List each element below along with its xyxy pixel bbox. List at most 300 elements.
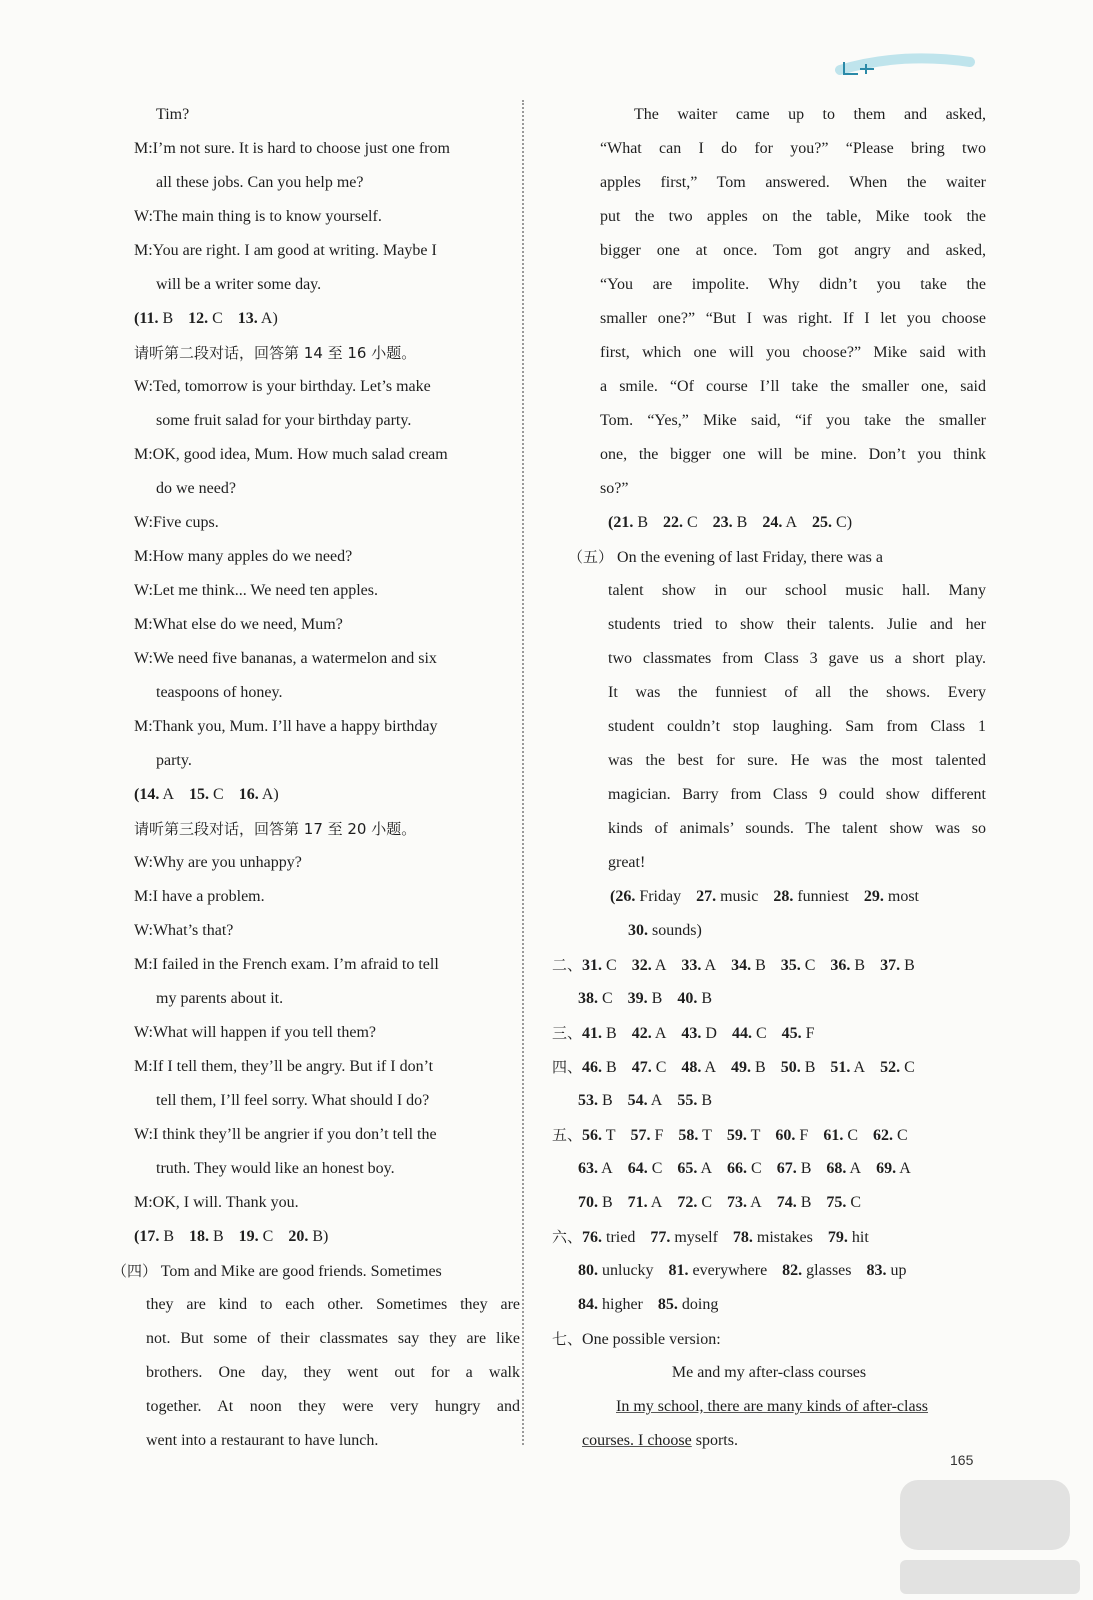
passage-line: they are kind to each other. Sometimes they are [146, 1296, 520, 1313]
answer-number: 61. [823, 1127, 844, 1144]
answer-value: C [212, 310, 223, 327]
answer-number: 25. [812, 514, 833, 531]
answer-row [552, 1186, 986, 1220]
text-line: M:How many apples do we need? [134, 548, 353, 565]
answer-number: 54. [627, 1092, 648, 1109]
essay-text: sports. [691, 1432, 738, 1449]
answer-value: T [750, 1127, 761, 1144]
answer-number: 34. [731, 957, 752, 974]
answer-number: 12. [188, 310, 209, 327]
answer-item [731, 1051, 766, 1084]
answer-value: A [601, 1160, 613, 1177]
essay-underlined-text: courses. I choose [582, 1432, 692, 1449]
answer-row [552, 948, 986, 982]
answer-number: 76. [582, 1229, 603, 1246]
answer-value: T [702, 1127, 712, 1144]
answer-number: (17. [134, 1228, 160, 1245]
section-7-heading [552, 1322, 986, 1356]
answer-item [773, 880, 849, 914]
answer-item [669, 1254, 768, 1288]
answer-value: A [162, 786, 175, 803]
answer-item [775, 1119, 808, 1152]
answer-item [134, 778, 174, 812]
text-line: W:What’s that? [134, 922, 234, 939]
answer-item [727, 1186, 762, 1220]
answer-number: 49. [731, 1059, 752, 1076]
answer-item [873, 1119, 908, 1152]
answer-number: 36. [830, 957, 851, 974]
answer-value: A) [260, 310, 278, 327]
answer-number: (21. [608, 514, 634, 531]
answer-number: 19. [238, 1228, 259, 1245]
essay-line [552, 1424, 986, 1458]
answer-item [812, 506, 852, 540]
text-line: W:Why are you unhappy? [134, 854, 302, 871]
answer-value: A [700, 1160, 713, 1177]
section-label: 五、 [552, 1126, 583, 1144]
answer-item [823, 1119, 858, 1152]
watermark-logo [890, 1470, 1090, 1600]
answer-value: A [650, 1092, 663, 1109]
answer-value: C [262, 1228, 274, 1245]
answer-item [727, 1119, 761, 1152]
answer-number: 38. [578, 990, 598, 1007]
answer-number: (26. [610, 888, 636, 905]
answer-value: C [847, 1127, 858, 1144]
header-decoration [830, 42, 980, 82]
answer-row [552, 982, 986, 1016]
column-divider [522, 100, 524, 1445]
answer-item [628, 1152, 663, 1186]
answer-item [239, 778, 279, 812]
answer-value: up [890, 1262, 907, 1279]
answer-number: 83. [866, 1262, 887, 1279]
passage-line: smaller one?” “But I was right. If I let you choose [600, 310, 986, 327]
answer-item [578, 1084, 613, 1118]
answer-item [608, 506, 648, 540]
answer-item [628, 914, 702, 948]
answer-item [681, 949, 716, 982]
text-line: Tim? [156, 106, 190, 123]
answer-item [777, 1186, 812, 1220]
answer-item [681, 1017, 717, 1050]
answer-number: 44. [731, 1025, 752, 1042]
answer-value: B [637, 514, 648, 531]
passage-line: students tried to show their talents. Julie and her [608, 616, 986, 633]
answer-row [134, 302, 520, 336]
answer-number: 68. [826, 1160, 847, 1177]
answer-value: B [904, 957, 915, 974]
text-line: M:Thank you, Mum. I’ll have a happy birthday [134, 718, 438, 735]
answer-value: B [736, 514, 748, 531]
answer-number: 50. [780, 1059, 801, 1076]
text-line: W:I think they’ll be angrier if you don’t tell the [134, 1126, 437, 1143]
essay-line [552, 1390, 986, 1424]
answer-number: 85. [657, 1296, 678, 1313]
answer-value: A [853, 1059, 866, 1076]
answer-number: 58. [678, 1127, 699, 1144]
passage-text: Tom and Mike are good friends. Sometimes [157, 1263, 442, 1280]
answer-value: C [701, 1194, 713, 1211]
answer-number: 64. [627, 1160, 648, 1177]
answer-value: higher [602, 1296, 643, 1313]
answer-value: F [654, 1127, 664, 1144]
answer-value: glasses [806, 1262, 852, 1279]
answer-item [578, 1152, 613, 1186]
passage-line: “You are impolite. Why didn’t you take the [600, 276, 986, 293]
answer-item [777, 1152, 812, 1186]
section-label: 二、 [552, 956, 583, 974]
answer-value: sounds) [652, 922, 702, 939]
answer-number: 43. [681, 1025, 702, 1042]
text-line: W:Let me think... We need ten apples. [134, 582, 378, 599]
answer-number: 56. [582, 1127, 603, 1144]
passage-line: one, the bigger one will be mine. Don’t you think [600, 446, 986, 463]
answer-number: 32. [631, 957, 652, 974]
answer-value: B [606, 1059, 617, 1076]
answer-item [628, 982, 663, 1016]
passage-line: was the best for sure. He was the most talented [608, 752, 986, 769]
answer-item [663, 506, 698, 540]
answer-row [134, 778, 520, 812]
answer-item [632, 1017, 667, 1050]
text-line: M:OK, good idea, Mum. How much salad cream [134, 446, 448, 463]
answer-value: D [705, 1025, 717, 1042]
answer-number: 78. [732, 1229, 753, 1246]
passage-line [112, 1254, 520, 1288]
answer-item [628, 1186, 663, 1220]
answer-item [582, 1017, 617, 1050]
answer-value: unlucky [602, 1262, 654, 1279]
answer-number: (14. [134, 786, 160, 803]
answer-number: 69. [876, 1160, 897, 1177]
answer-item [781, 949, 816, 982]
answer-number: 42. [631, 1025, 652, 1042]
page-number: 165 [950, 1452, 974, 1468]
answer-number: 59. [726, 1127, 747, 1144]
answer-number: 20. [288, 1228, 309, 1245]
answer-value: B [701, 990, 713, 1007]
answer-value: A [899, 1160, 911, 1177]
text-line: party. [156, 752, 192, 769]
answer-number: 27. [696, 888, 717, 905]
answer-number: 60. [775, 1127, 796, 1144]
answer-item [134, 1220, 174, 1254]
answer-value: myself [674, 1229, 718, 1246]
answer-item [238, 302, 278, 336]
answer-number: 28. [773, 888, 794, 905]
answer-value: everywhere [692, 1262, 768, 1279]
section-label: 六、 [552, 1228, 583, 1246]
answer-value: F [805, 1025, 815, 1042]
answer-value: C [751, 1160, 762, 1177]
passage-line: It was the funniest of all the shows. Every [608, 684, 986, 701]
answer-number: 22. [663, 514, 683, 531]
passage-line: first, which one will you choose?” Mike said with [600, 344, 986, 361]
text-line: do we need? [156, 480, 236, 497]
answer-number: 48. [681, 1059, 702, 1076]
passage-line [552, 540, 986, 574]
answer-item [732, 1017, 767, 1050]
text-line: W:What will happen if you tell them? [134, 1024, 376, 1041]
answer-number: 35. [780, 957, 801, 974]
answer-item [578, 1254, 654, 1288]
text-line: M:I’m not sure. It is hard to choose just one from [134, 140, 450, 157]
answer-row [552, 1084, 986, 1118]
passage-line: “What can I do for you?” “Please bring two [600, 140, 986, 157]
answer-item [189, 1220, 224, 1254]
passage-line: kinds of animals’ sounds. The talent show was so [608, 820, 986, 837]
answer-value: A [704, 1059, 717, 1076]
answer-item [677, 1186, 712, 1220]
answer-value: B [755, 1059, 766, 1076]
text-line: M:I failed in the French exam. I’m afraid to tell [134, 956, 439, 973]
answer-number: 29. [863, 888, 884, 905]
answer-item [677, 1084, 712, 1118]
answer-row [552, 1254, 986, 1288]
passage-line: put the two apples on the table, Mike took the [600, 208, 986, 225]
answer-value: A [654, 957, 667, 974]
answer-item [189, 778, 224, 812]
answer-row [552, 914, 986, 948]
answer-value: B [800, 1160, 812, 1177]
answer-number: 57. [630, 1127, 651, 1144]
answer-number: 53. [578, 1092, 598, 1109]
answer-number: 84. [578, 1296, 598, 1313]
passage-label: （四） [112, 1262, 158, 1280]
section-label: 四、 [552, 1058, 583, 1076]
answer-item [880, 949, 915, 982]
answer-item [876, 1152, 911, 1186]
answer-value: A [785, 514, 798, 531]
answer-item [578, 982, 613, 1016]
answer-row [552, 1152, 986, 1186]
answer-item [731, 949, 766, 982]
passage-line: great! [608, 854, 646, 871]
answer-number: 24. [762, 514, 783, 531]
answer-item [826, 1152, 861, 1186]
answer-number: 82. [782, 1262, 803, 1279]
answer-value: most [887, 888, 919, 905]
answer-number: 66. [727, 1160, 748, 1177]
text-line: M:OK, I will. Thank you. [134, 1194, 299, 1211]
answer-item [782, 1017, 815, 1050]
answer-value: C [804, 957, 816, 974]
answer-value: C [897, 1127, 908, 1144]
answer-item [830, 1051, 865, 1084]
answer-item [762, 506, 797, 540]
answer-number: 65. [677, 1160, 698, 1177]
answer-row [552, 1050, 986, 1084]
answer-item [828, 1221, 869, 1254]
answer-value: C [904, 1059, 915, 1076]
answer-number: 37. [880, 957, 901, 974]
answer-value: C [651, 1160, 663, 1177]
answer-item [582, 1119, 616, 1152]
essay-title: Me and my after-class courses [671, 1364, 867, 1381]
passage-line: two classmates from Class 3 gave us a short play. [608, 650, 986, 667]
answer-item [677, 982, 712, 1016]
answer-value: A [750, 1194, 762, 1211]
answer-number: 33. [681, 957, 702, 974]
answer-value: A [849, 1160, 862, 1177]
answer-row [552, 506, 986, 540]
right-column [552, 98, 986, 1458]
text-line: M:If I tell them, they’ll be angry. But if I don’t [134, 1058, 434, 1075]
essay-underlined-text: In my school, there are many kinds of after-class [616, 1398, 929, 1415]
answer-value: C [850, 1194, 862, 1211]
answer-item [830, 949, 865, 982]
answer-value: B [651, 990, 663, 1007]
text-line: 请听第二段对话，回答第 14 至 16 小题。 [134, 344, 417, 362]
answer-item [632, 1051, 667, 1084]
text-line: teaspoons of honey. [156, 684, 283, 701]
answer-value: A [704, 957, 717, 974]
answer-item [582, 1051, 617, 1084]
text-line: W:Five cups. [134, 514, 219, 531]
answer-value: doing [681, 1296, 719, 1313]
answer-row [552, 880, 986, 914]
answer-number: 75. [826, 1194, 847, 1211]
answer-item [867, 1254, 907, 1288]
answer-number: 63. [578, 1160, 598, 1177]
answer-item [782, 1254, 851, 1288]
answer-number: 67. [776, 1160, 797, 1177]
answer-value: C [602, 990, 613, 1007]
section-label: 三、 [552, 1024, 583, 1042]
text-line: truth. They would like an honest boy. [156, 1160, 395, 1177]
answer-item [880, 1051, 915, 1084]
passage-line: Tom. “Yes,” Mike said, “if you take the smaller [600, 412, 986, 429]
answer-row [552, 1220, 986, 1254]
answer-item [650, 1221, 718, 1254]
answer-number: 40. [677, 990, 698, 1007]
answer-number: 45. [781, 1025, 802, 1042]
text-line: M:You are right. I am good at writing. Maybe I [134, 242, 437, 259]
answer-number: 15. [189, 786, 210, 803]
answer-value: B) [312, 1228, 329, 1245]
answer-value: B [701, 1092, 713, 1109]
answer-number: 73. [727, 1194, 748, 1211]
answer-value: Friday [639, 888, 682, 905]
answer-item [864, 880, 919, 914]
answer-value: C [687, 514, 698, 531]
passage-line: brothers. One day, they went out for a walk [146, 1364, 520, 1381]
answer-item [727, 1152, 762, 1186]
answer-item [582, 1221, 635, 1254]
answer-value: C) [836, 514, 853, 531]
answer-number: 13. [237, 310, 258, 327]
answer-number: 18. [189, 1228, 209, 1245]
answer-row [552, 1118, 986, 1152]
answer-item [696, 880, 758, 914]
passage-line: talent show in our school music hall. Many [608, 582, 986, 599]
answer-number: 80. [578, 1262, 598, 1279]
passage-label: （五） [568, 548, 614, 566]
answer-number: (11. [134, 310, 159, 327]
answer-item [632, 949, 667, 982]
passage-line: magician. Barry from Class 9 could show different [608, 786, 986, 803]
answer-item [610, 880, 681, 914]
answer-value: C [755, 1025, 767, 1042]
answer-item [677, 1152, 712, 1186]
answer-number: 72. [677, 1194, 698, 1211]
answer-item [678, 1119, 712, 1152]
passage-line: a smile. “Of course I’ll take the smaller one, said [600, 378, 986, 395]
answer-value: mistakes [756, 1229, 813, 1246]
answer-item [826, 1186, 861, 1220]
section-7-intro: One possible version: [582, 1331, 721, 1348]
answer-number: 79. [827, 1229, 848, 1246]
answer-number: 47. [631, 1059, 652, 1076]
answer-value: B [602, 1092, 613, 1109]
answer-number: 30. [628, 922, 648, 939]
answer-value: tried [606, 1229, 636, 1246]
answer-number: 52. [880, 1059, 901, 1076]
answer-item [134, 302, 173, 336]
passage-line: together. At noon they were very hungry and [146, 1398, 520, 1415]
answer-number: 46. [582, 1059, 603, 1076]
passage-line: not. But some of their classmates say they are like [146, 1330, 520, 1347]
answer-row [552, 1016, 986, 1050]
answer-item [733, 1221, 813, 1254]
passage-line: student couldn’t stop laughing. Sam from Class 1 [608, 718, 986, 735]
text-line: some fruit salad for your birthday party. [156, 412, 412, 429]
answer-number: 55. [677, 1092, 698, 1109]
text-line: will be a writer some day. [156, 276, 322, 293]
answer-value: C [655, 1059, 667, 1076]
passage-line: bigger one at once. Tom got angry and asked, [600, 242, 986, 259]
answer-value: A [650, 1194, 663, 1211]
text-line: my parents about it. [156, 990, 284, 1007]
answer-value: B [213, 1228, 224, 1245]
answer-value: B [854, 957, 866, 974]
answer-value: B [755, 957, 766, 974]
answer-number: 71. [627, 1194, 648, 1211]
answer-value: T [605, 1127, 616, 1144]
answer-value: C [213, 786, 224, 803]
text-line: tell them, I’ll feel sorry. What should I do? [156, 1092, 430, 1109]
left-column [112, 98, 520, 1458]
answer-value: A) [261, 786, 279, 803]
answer-item [658, 1288, 718, 1322]
answer-item [628, 1084, 663, 1118]
answer-item [713, 506, 748, 540]
section-label: 七、 [552, 1330, 583, 1348]
text-line: W:We need five bananas, a watermelon and six [134, 650, 437, 667]
answer-item [578, 1288, 643, 1322]
answer-number: 77. [650, 1229, 671, 1246]
answer-number: 23. [712, 514, 733, 531]
answer-value: B [602, 1194, 613, 1211]
answer-item [631, 1119, 664, 1152]
text-line: 请听第三段对话，回答第 17 至 20 小题。 [134, 820, 417, 838]
answer-value: funniest [797, 888, 849, 905]
text-line: M:What else do we need, Mum? [134, 616, 343, 633]
answer-value: B [606, 1025, 617, 1042]
answer-value: B [163, 1228, 174, 1245]
answer-number: 39. [627, 990, 648, 1007]
answer-item [288, 1220, 328, 1254]
answer-number: 62. [873, 1127, 893, 1144]
text-line: all these jobs. Can you help me? [156, 174, 364, 191]
answer-item [578, 1186, 613, 1220]
text-line: W:Ted, tomorrow is your birthday. Let’s make [134, 378, 431, 395]
text-line: W:The main thing is to know yourself. [134, 208, 382, 225]
answer-number: 51. [830, 1059, 851, 1076]
answer-value: B [162, 310, 174, 327]
answer-number: 81. [668, 1262, 689, 1279]
